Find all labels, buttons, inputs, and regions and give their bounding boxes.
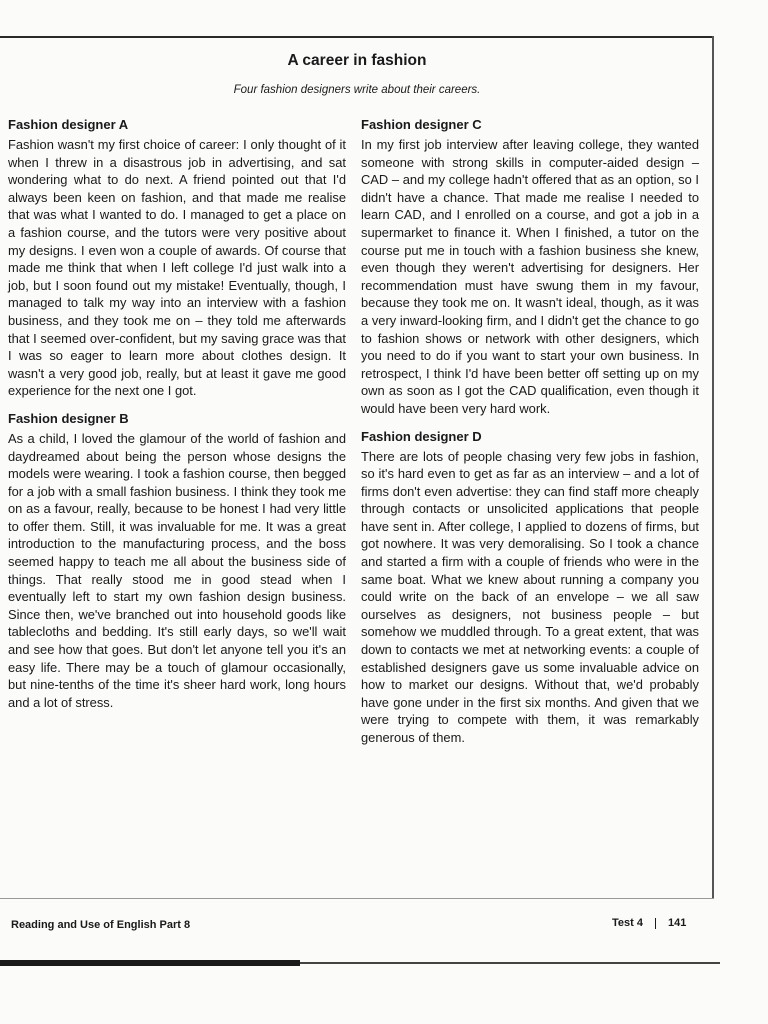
section-designer-c (361, 116, 699, 418)
right-column (361, 116, 699, 757)
left-column (8, 116, 346, 721)
footer-separator (655, 918, 656, 929)
page-subtitle: Four fashion designers write about their careers. (233, 84, 481, 96)
section-heading: Fashion designer C (361, 117, 482, 132)
scan-edge-line (300, 962, 720, 964)
page-title: A career in fashion (287, 52, 427, 69)
scan-edge-bar (0, 960, 300, 966)
footer-divider (0, 898, 714, 899)
section-text: Fashion wasn't my first choice of career: I only thought of it when I threw in a disastrous job in advertising, and sat wondering what to do next. A friend pointed out that I'd always been keen on fashion, and that made me realise that was what I wanted to do. I managed to get a place on a fashion course, and the tutors were very positive about my designs. I even won a couple of awards. Of course that made me think that when I left college I'd just walk into a job, but I soon found out my mistake! Eventually, though, I managed to talk my way into an interview with a fashion business, and they took me on – they told me afterwards that I seemed over-confident, but my saving grace was that I was so eager to learn more about clothes design. It wasn't a very good job, really, but at least it gave me good experience for the next one I got. (8, 137, 346, 399)
section-heading: Fashion designer B (8, 410, 129, 426)
footer-section-label: Reading and Use of English Part 8 (11, 919, 191, 931)
section-designer-d (361, 428, 699, 747)
footer-page-info (612, 917, 686, 929)
footer-test-label: Test 4 (612, 917, 643, 929)
right-border-line (712, 36, 714, 898)
page-number: 141 (667, 917, 687, 929)
top-border-line (0, 36, 714, 38)
section-text: There are lots of people chasing very few jobs in fashion, so it's hard even to get as far as an interview – and a lot of firms don't even advertise: they can find staff more cheaply through contacts or unsolicited applications that people have sent in. After college, I applied to dozens of firms, but got nowhere. It was very demoralising. So I took a chance and started a firm with a couple of friends who were in the same boat. What we knew about running a company you could write on the back of an envelope – we all saw ourselves as designers, not business people – but somehow we muddled through. To a great extent, that was down to contacts we met at networking events: a couple of established designers gave us some invaluable advice on how to market our designs. Without that, we'd probably have gone under in the first six months. And given that we were trying to compete with them, it was remarkably generous of them. (361, 448, 699, 745)
section-text: As a child, I loved the glamour of the world of fashion and daydreamed about being the person whose designs the models were wearing. I took a fashion course, then begged for a job with a small fashion business. I think they took me on as a favour, really, because to be honest I had very little to offer them. Still, it was invaluable for me. It was a great introduction to the manufacturing process, and the boss seemed happy to teach me all about the business side of things. That really stood me in good stead when I eventually left to start my own fashion design business. Since then, we've branched out into household goods like tablecloths and bedding. It's still early days, so we'll wait and see how that goes. But don't let anyone tell you it's an easy life. There may be a touch of glamour occasionally, but nine-tenths of the time it's sheer hard work, long hours and a lot of stress. (8, 430, 346, 710)
section-heading: Fashion designer D (361, 428, 482, 444)
section-heading: Fashion designer A (8, 117, 129, 132)
section-text: In my first job interview after leaving college, they wanted someone with strong skills in computer-aided design – CAD – and my college hadn't offered that as an option, so I didn't have a chance. That made me realise I needed to learn CAD, and I enrolled on a course, and got a job in a supermarket to finance it. When I finished, a tutor on the course put me in touch with a fashion business she knew, even though they weren't advertising for designers. Her recommendation must have swung them in my favour, because they took me on. It wasn't ideal, though, as it was a very inward-looking firm, and I didn't get the chance to go to fashion shows or network with other designers, which you need to do if you want to start your own business. In retrospect, I think I'd have been better off setting up on my own as soon as I got the CAD qualification, even though it would have been very hard work. (361, 137, 699, 416)
section-designer-a (8, 116, 346, 400)
section-designer-b (8, 410, 346, 712)
